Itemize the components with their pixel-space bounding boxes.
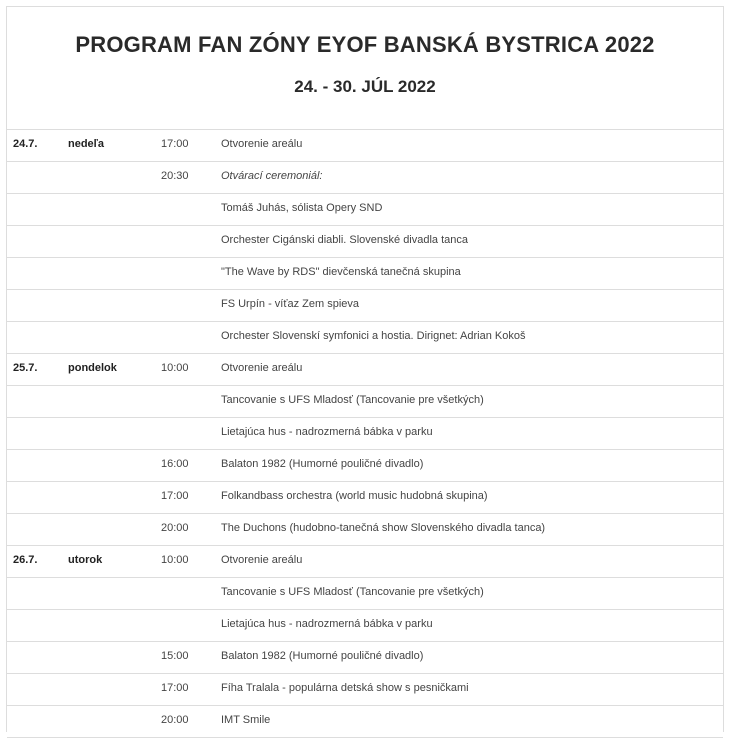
date-cell (7, 514, 68, 546)
event-cell: FS Urpín - víťaz Zem spieva (221, 290, 723, 322)
date-cell (7, 162, 68, 194)
time-cell: 10:00 (161, 546, 221, 578)
date-range-subtitle: 24. - 30. JÚL 2022 (294, 77, 436, 96)
time-cell (161, 418, 221, 450)
table-row (7, 290, 723, 322)
event-cell: Balaton 1982 (Humorné pouličné divadlo) (221, 450, 723, 482)
date-cell (7, 706, 68, 738)
table-row (7, 642, 723, 674)
date-cell: 26.7. (7, 546, 68, 578)
event-cell: IMT Smile (221, 706, 723, 738)
time-cell: 16:00 (161, 450, 221, 482)
day-cell (68, 386, 161, 418)
day-cell (68, 578, 161, 610)
table-row (7, 354, 723, 386)
time-cell (161, 258, 221, 290)
event-cell: Otvorenie areálu (221, 354, 723, 386)
table-row (7, 610, 723, 642)
table-row (7, 258, 723, 290)
event-cell: Lietajúca hus - nadrozmerná bábka v parku (221, 610, 723, 642)
time-cell: 17:00 (161, 482, 221, 514)
time-cell (161, 322, 221, 354)
program-table (7, 130, 723, 738)
event-cell: Otvorenie areálu (221, 546, 723, 578)
event-cell: Otvárací ceremoniál: (221, 162, 723, 194)
event-cell: Tancovanie s UFS Mladosť (Tancovanie pre všetkých) (221, 386, 723, 418)
event-cell: Orchester Slovenskí symfonici a hostia. Dirignet: Adrian Kokoš (221, 322, 723, 354)
program-document (6, 6, 724, 732)
day-cell (68, 610, 161, 642)
table-row (7, 386, 723, 418)
date-cell (7, 674, 68, 706)
day-cell (68, 450, 161, 482)
day-cell (68, 674, 161, 706)
date-cell (7, 386, 68, 418)
event-cell: Tancovanie s UFS Mladosť (Tancovanie pre všetkých) (221, 578, 723, 610)
time-cell (161, 610, 221, 642)
date-cell (7, 194, 68, 226)
day-cell (68, 418, 161, 450)
day-cell (68, 482, 161, 514)
table-row (7, 322, 723, 354)
program-header (7, 7, 723, 130)
time-cell (161, 578, 221, 610)
day-cell (68, 514, 161, 546)
event-cell: Folkandbass orchestra (world music hudobná skupina) (221, 482, 723, 514)
time-cell (161, 386, 221, 418)
event-cell: Tomáš Juhás, sólista Opery SND (221, 194, 723, 226)
event-cell: Balaton 1982 (Humorné pouličné divadlo) (221, 642, 723, 674)
event-cell: Fíha Tralala - populárna detská show s pesničkami (221, 674, 723, 706)
date-cell (7, 610, 68, 642)
day-cell (68, 642, 161, 674)
time-cell: 17:00 (161, 130, 221, 162)
time-cell: 20:00 (161, 514, 221, 546)
day-cell (68, 194, 161, 226)
event-cell: Orchester Cigánski diabli. Slovenské divadla tanca (221, 226, 723, 258)
date-cell: 25.7. (7, 354, 68, 386)
time-cell: 20:30 (161, 162, 221, 194)
table-row (7, 418, 723, 450)
time-cell (161, 290, 221, 322)
event-cell: "The Wave by RDS" dievčenská tanečná skupina (221, 258, 723, 290)
table-row (7, 546, 723, 578)
event-cell: The Duchons (hudobno-tanečná show Slovenského divadla tanca) (221, 514, 723, 546)
table-row (7, 226, 723, 258)
date-cell (7, 578, 68, 610)
table-row (7, 130, 723, 162)
table-row (7, 482, 723, 514)
day-cell: utorok (68, 546, 161, 578)
date-cell (7, 322, 68, 354)
date-cell (7, 642, 68, 674)
date-cell (7, 258, 68, 290)
date-cell (7, 290, 68, 322)
event-cell: Lietajúca hus - nadrozmerná bábka v parku (221, 418, 723, 450)
time-cell (161, 226, 221, 258)
day-cell (68, 258, 161, 290)
event-cell: Otvorenie areálu (221, 130, 723, 162)
table-row (7, 194, 723, 226)
date-cell (7, 226, 68, 258)
day-cell: pondelok (68, 354, 161, 386)
day-cell (68, 162, 161, 194)
table-row (7, 450, 723, 482)
day-cell (68, 290, 161, 322)
date-cell: 24.7. (7, 130, 68, 162)
table-row (7, 674, 723, 706)
time-cell (161, 194, 221, 226)
date-cell (7, 418, 68, 450)
time-cell: 20:00 (161, 706, 221, 738)
time-cell: 17:00 (161, 674, 221, 706)
page-title: PROGRAM FAN ZÓNY EYOF BANSKÁ BYSTRICA 2022 (75, 32, 655, 57)
day-cell (68, 226, 161, 258)
program-table-body (7, 130, 723, 738)
table-row (7, 578, 723, 610)
table-row (7, 706, 723, 738)
table-row (7, 162, 723, 194)
day-cell (68, 322, 161, 354)
table-row (7, 514, 723, 546)
time-cell: 10:00 (161, 354, 221, 386)
date-cell (7, 450, 68, 482)
day-cell: nedeľa (68, 130, 161, 162)
day-cell (68, 706, 161, 738)
date-cell (7, 482, 68, 514)
time-cell: 15:00 (161, 642, 221, 674)
